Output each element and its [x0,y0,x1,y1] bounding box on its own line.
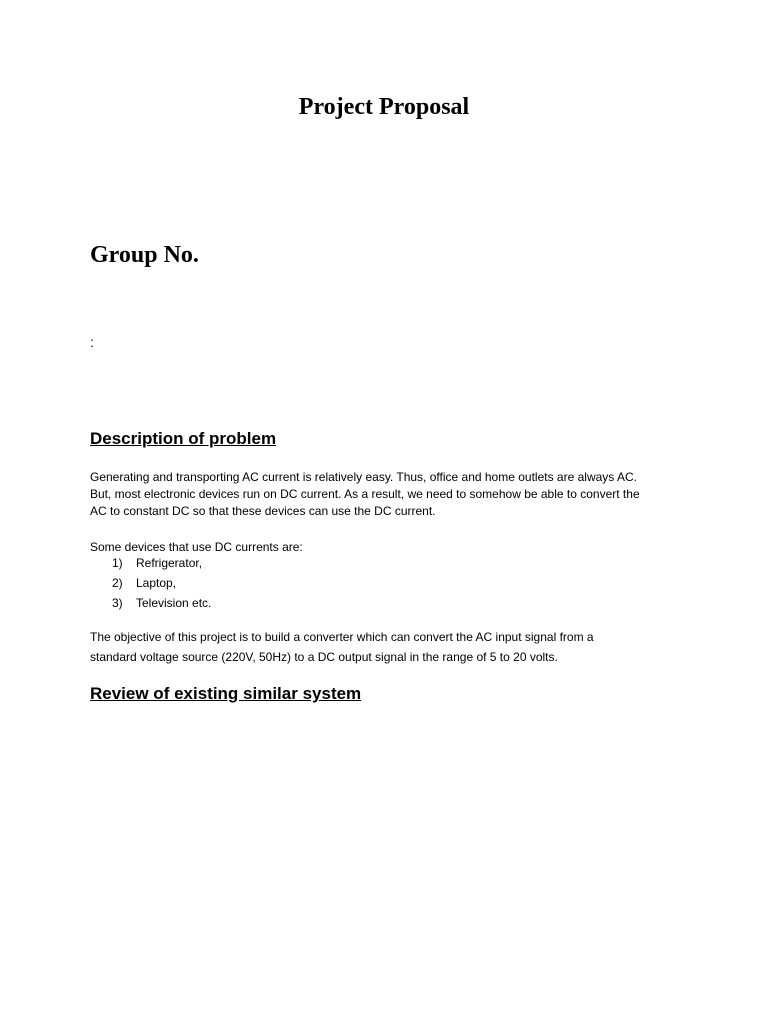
objective-paragraph [90,627,690,667]
list-item-text: Refrigerator, [136,556,203,570]
list-item [112,595,211,615]
list-item-number: 3) [112,596,123,610]
list-item-text: Television etc. [136,596,212,610]
description-line: But, most electronic devices run on DC current. As a result, we need to somehow be able to convert the [90,487,640,501]
list-item-number: 1) [112,556,123,570]
description-paragraph [90,469,690,520]
list-item [112,555,211,575]
description-line: AC to constant DC so that these devices can use the DC current. [90,504,436,518]
colon-text: : [90,334,94,350]
devices-list [112,555,211,615]
description-heading: Description of problem [90,429,277,448]
description-line: Generating and transporting AC current is relatively easy. Thus, office and home outlets are always AC. [90,470,637,484]
page-title: Project Proposal [298,94,470,120]
list-item-text: Laptop, [136,576,177,590]
list-intro: Some devices that use DC currents are: [90,540,303,554]
objective-line: standard voltage source (220V, 50Hz) to a DC output signal in the range of 5 to 20 volts. [90,650,558,664]
group-number-label: Group No. [90,242,199,268]
list-item-number: 2) [112,576,123,590]
review-heading: Review of existing similar system [90,684,362,703]
list-item [112,575,211,595]
objective-line: The objective of this project is to build a converter which can convert the AC input signal from a [90,630,594,644]
